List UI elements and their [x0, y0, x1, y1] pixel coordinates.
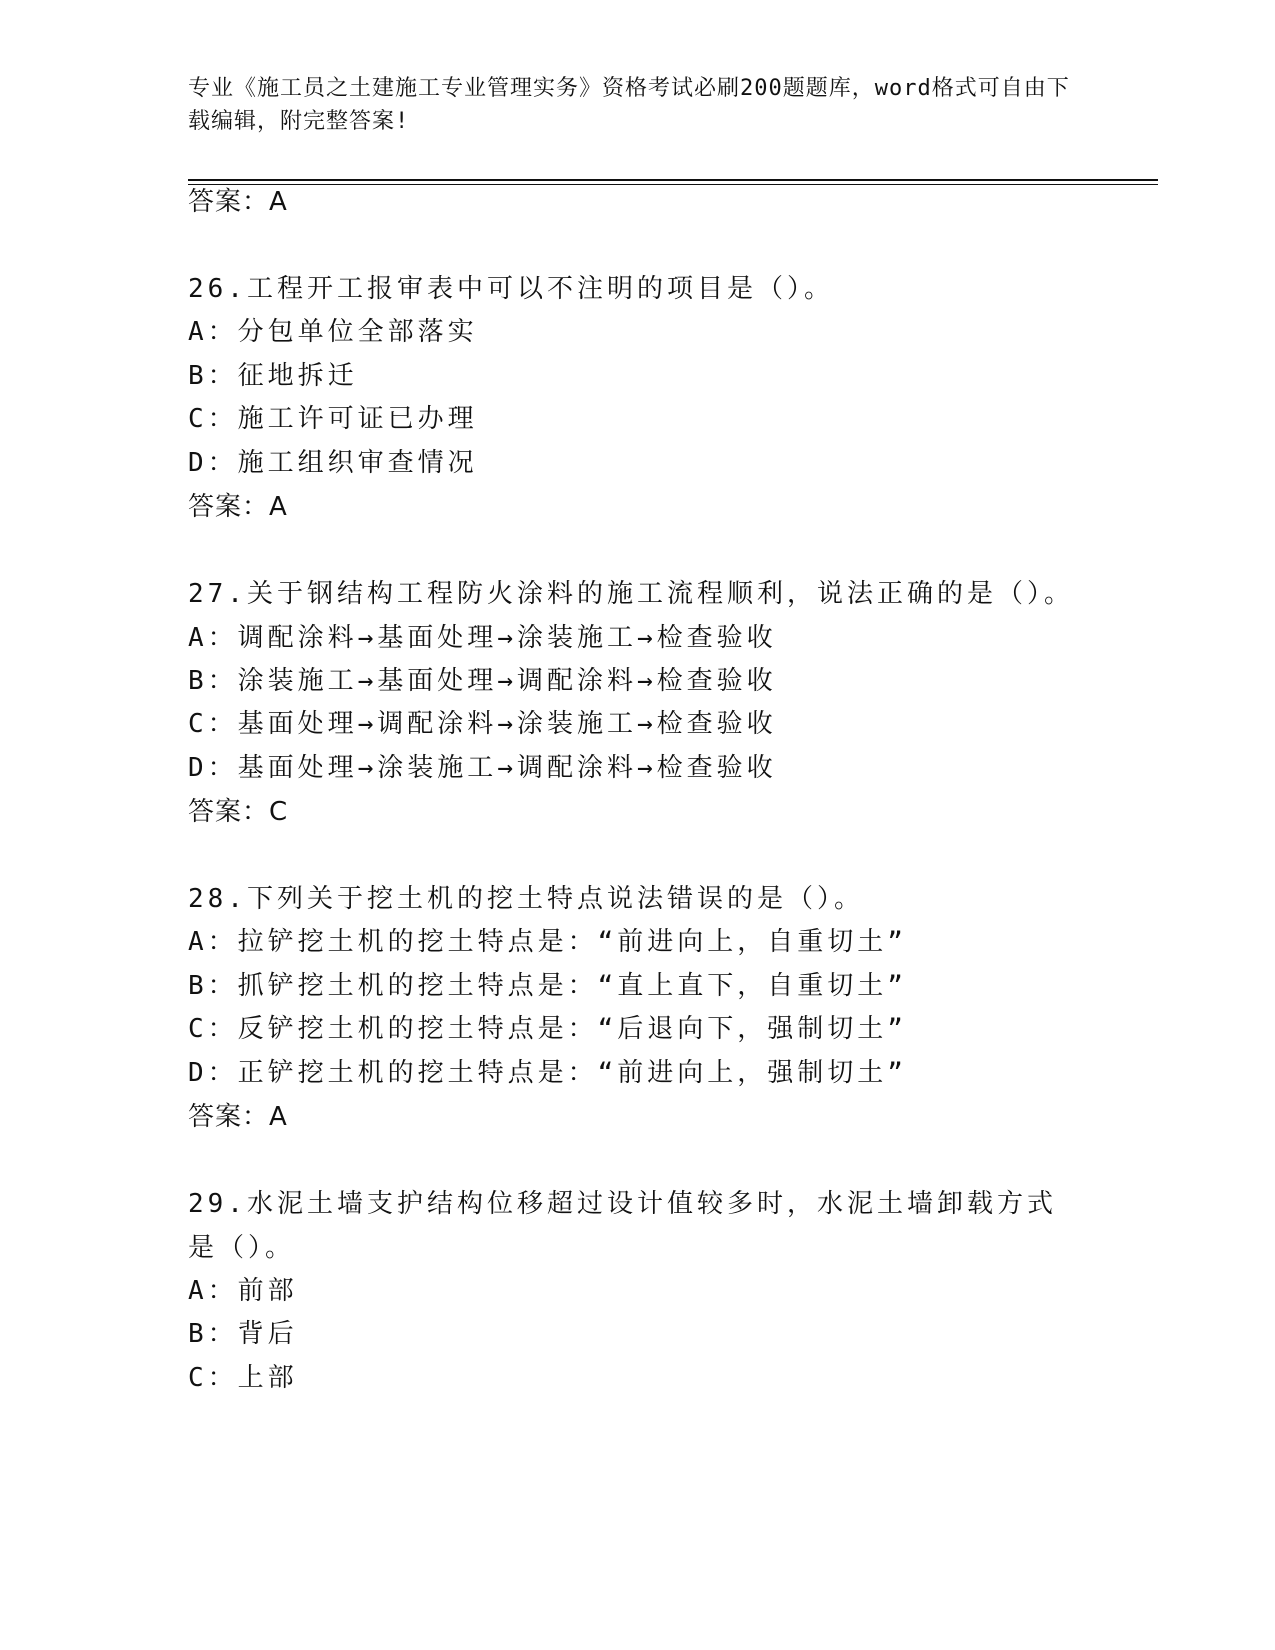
option-28-c: C：反铲挖土机的挖土特点是：“后退向下，强制切土” [188, 1014, 907, 1044]
header-divider-thin [188, 184, 1158, 185]
option-27-c: C：基面处理→调配涂料→涂装施工→检查验收 [188, 709, 777, 739]
answer-27: 答案：C [188, 797, 289, 827]
option-27-d: D：基面处理→涂装施工→调配涂料→检查验收 [188, 753, 777, 783]
answer-25: 答案：A [188, 187, 288, 217]
question-26: 26.工程开工报审表中可以不注明的项目是（）。 [188, 274, 834, 304]
option-28-a: A：拉铲挖土机的挖土特点是：“前进向上，自重切土” [188, 927, 907, 957]
option-28-b: B：抓铲挖土机的挖土特点是：“直上直下，自重切土” [188, 971, 907, 1001]
answer-28: 答案：A [188, 1102, 288, 1132]
option-28-d: D：正铲挖土机的挖土特点是：“前进向上，强制切土” [188, 1058, 907, 1088]
answer-26: 答案：A [188, 492, 288, 522]
option-26-b: B：征地拆迁 [188, 361, 358, 391]
option-26-d: D：施工组织审查情况 [188, 448, 478, 478]
document-header: 专业《施工员之土建施工专业管理实务》资格考试必刷200题题库，word格式可自由下载编辑，附完整答案! [188, 76, 1070, 134]
option-29-b: B：背后 [188, 1319, 298, 1349]
header-divider-thick [188, 179, 1158, 181]
question-29: 29.水泥土墙支护结构位移超过设计值较多时，水泥土墙卸载方式是（）。 [188, 1189, 1057, 1263]
option-26-c: C：施工许可证已办理 [188, 404, 478, 434]
option-29-a: A：前部 [188, 1276, 298, 1306]
question-28: 28.下列关于挖土机的挖土特点说法错误的是（）。 [188, 884, 864, 914]
option-27-a: A：调配涂料→基面处理→涂装施工→检查验收 [188, 623, 777, 653]
option-27-b: B：涂装施工→基面处理→调配涂料→检查验收 [188, 666, 777, 696]
question-27: 27.关于钢结构工程防火涂料的施工流程顺利，说法正确的是（）。 [188, 579, 1074, 609]
option-26-a: A：分包单位全部落实 [188, 317, 478, 347]
option-29-c: C：上部 [188, 1363, 298, 1393]
